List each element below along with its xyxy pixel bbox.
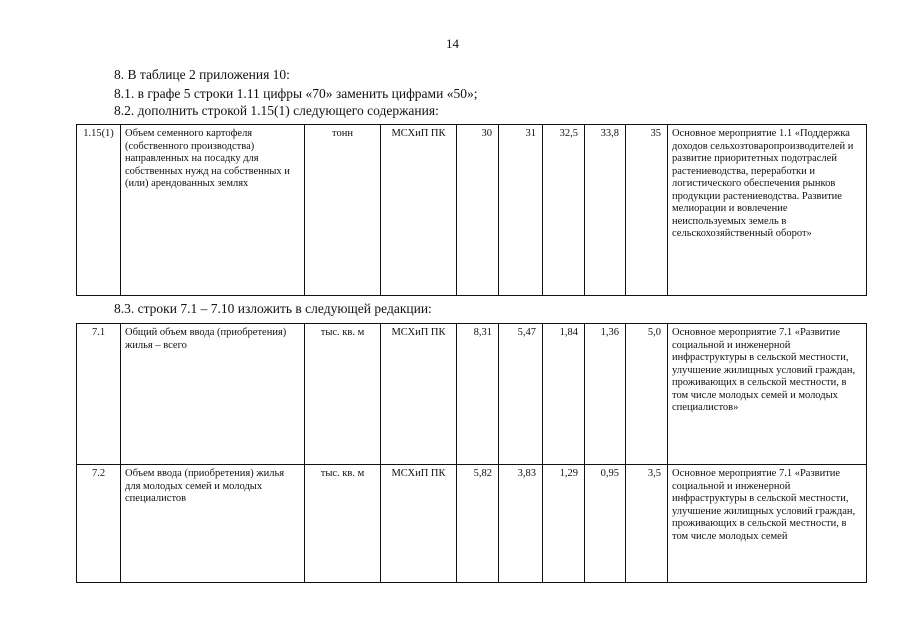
value-5: 5,0 bbox=[626, 324, 668, 465]
page-number: 14 bbox=[446, 36, 459, 51]
value-4: 33,8 bbox=[585, 125, 626, 296]
measure-description: Основное мероприятие 7.1 «Развитие социальной и инженерной инфраструктуры в сельской местности, улучшение жилищных условий граждан, проживающих в сельской местности, в том числе молодых семей и молодых специалистов» bbox=[668, 324, 867, 465]
executor: МСХиП ПК bbox=[381, 324, 457, 465]
executor: МСХиП ПК bbox=[381, 465, 457, 583]
paragraph-8-3: 8.3. строки 7.1 – 7.10 изложить в следующей редакции: bbox=[114, 301, 432, 316]
row-number: 7.1 bbox=[77, 324, 121, 465]
measure-description: Основное мероприятие 7.1 «Развитие социальной и инженерной инфраструктуры в сельской местности, улучшение жилищных условий граждан, проживающих в сельской местности, в том числе молодых семей bbox=[668, 465, 867, 583]
value-2: 31 bbox=[499, 125, 543, 296]
table-row bbox=[77, 125, 867, 296]
value-2: 5,47 bbox=[499, 324, 543, 465]
table-row-1-15-1 bbox=[76, 124, 867, 296]
value-2: 3,83 bbox=[499, 465, 543, 583]
value-4: 1,36 bbox=[585, 324, 626, 465]
row-number: 1.15(1) bbox=[77, 125, 121, 296]
measure-description: Основное мероприятие 1.1 «Поддержка доходов сельхозтоваропроизводителей и развитие приоритетных подотраслей растениеводства, переработки и логистического обеспечения рынков продукции растениеводства. Развитие мелиорации и вовлечение неиспользуемых земель в сельскохозяйственный оборот» bbox=[668, 125, 867, 296]
value-5: 3,5 bbox=[626, 465, 668, 583]
value-4: 0,95 bbox=[585, 465, 626, 583]
paragraph-8-2: 8.2. дополнить строкой 1.15(1) следующего содержания: bbox=[114, 103, 439, 118]
indicator-name: Объем ввода (приобретения) жилья для молодых семей и молодых специалистов bbox=[121, 465, 305, 583]
value-1: 30 bbox=[457, 125, 499, 296]
table-rows-7 bbox=[76, 323, 867, 583]
table-row bbox=[77, 324, 867, 465]
value-1: 5,82 bbox=[457, 465, 499, 583]
value-3: 1,29 bbox=[543, 465, 585, 583]
paragraph-8: 8. В таблице 2 приложения 10: bbox=[114, 67, 290, 82]
indicator-name: Объем семенного картофеля (собственного производства) направленных на посадку для собственных нужд на собственных и (или) арендованных землях bbox=[121, 125, 305, 296]
executor: МСХиП ПК bbox=[381, 125, 457, 296]
table-row bbox=[77, 465, 867, 583]
value-5: 35 bbox=[626, 125, 668, 296]
unit: тонн bbox=[305, 125, 381, 296]
value-3: 1,84 bbox=[543, 324, 585, 465]
paragraph-8-1: 8.1. в графе 5 строки 1.11 цифры «70» заменить цифрами «50»; bbox=[114, 86, 478, 101]
row-number: 7.2 bbox=[77, 465, 121, 583]
indicator-name: Общий объем ввода (приобретения) жилья – всего bbox=[121, 324, 305, 465]
unit: тыс. кв. м bbox=[305, 465, 381, 583]
value-1: 8,31 bbox=[457, 324, 499, 465]
unit: тыс. кв. м bbox=[305, 324, 381, 465]
value-3: 32,5 bbox=[543, 125, 585, 296]
